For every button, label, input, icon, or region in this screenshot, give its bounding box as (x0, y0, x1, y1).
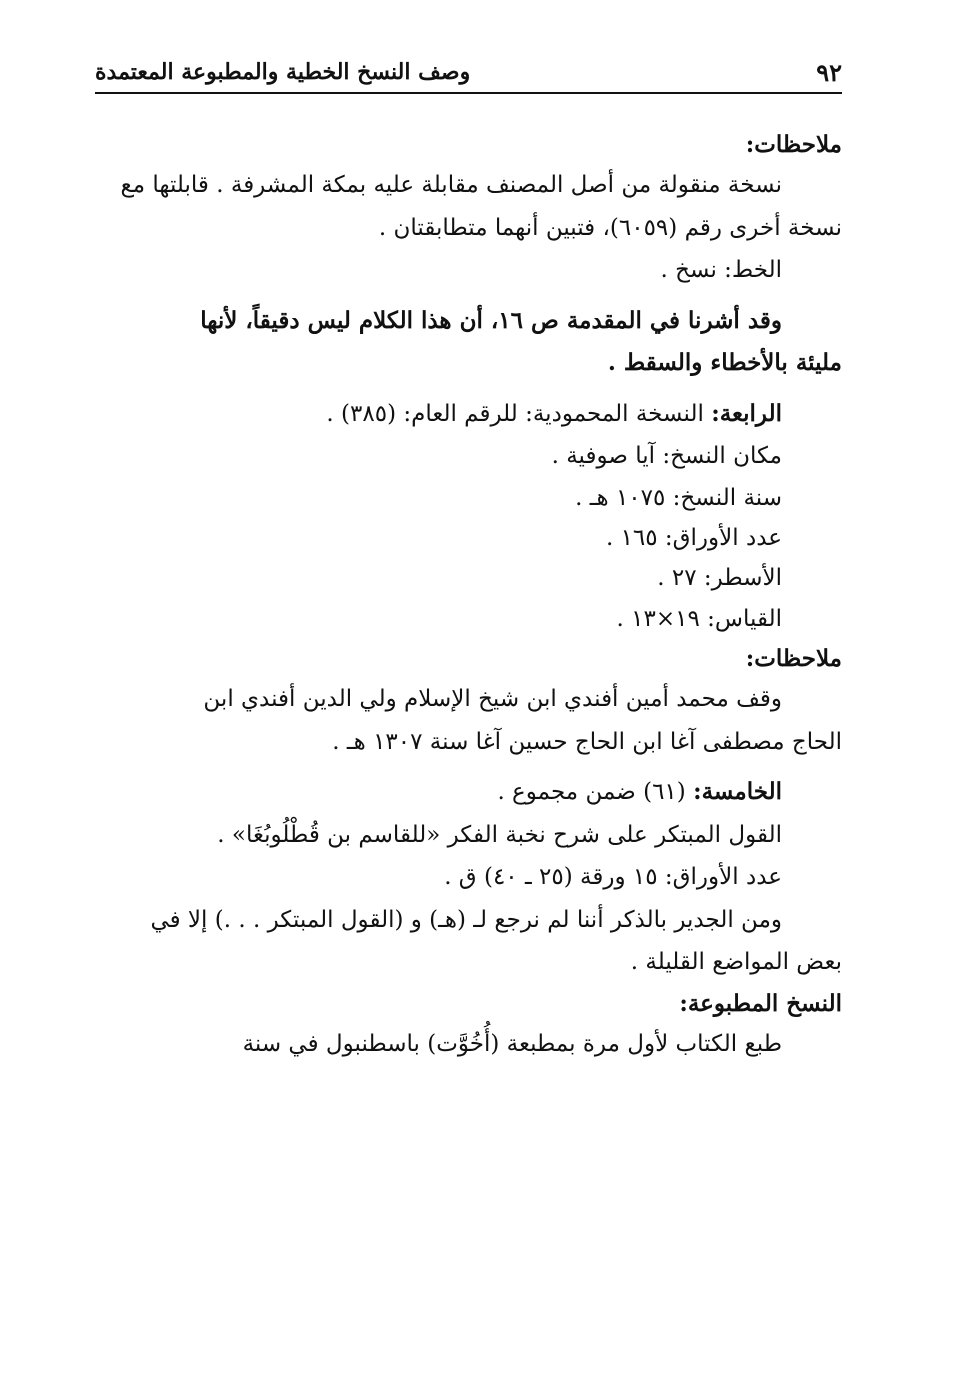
paragraph-line: بعض المواضع القليلة . (630, 949, 842, 976)
fifth-label: الخامسة: (693, 778, 782, 806)
paragraph-line: نسخة أخرى رقم (٦٠٥٩)، فتبين أنهما متطابقتان . (378, 214, 842, 241)
paragraph-line: ومن الجدير بالذكر أننا لم نرجع لـ (هـ) و (القول المبتكر . . .) إلا في (150, 906, 782, 933)
page-number: ٩٢ (816, 57, 842, 87)
notes-paragraph-3 (95, 678, 842, 763)
work-title-line: القول المبتكر على شرح نخبة الفكر «للقاسم بن قُطْلُوبُغَا» . (217, 821, 782, 848)
notes-heading-2: ملاحظات: (745, 644, 842, 672)
fourth-copy-line (95, 393, 782, 436)
running-title: وصف النسخ الخطية والمطبوعة المعتمدة (95, 59, 471, 85)
notes-paragraph-4 (95, 899, 842, 984)
paragraph-line: نسخة منقولة من أصل المصنف مقابلة عليه بمكة المشرفة . قابلتها مع (120, 172, 782, 199)
notes-paragraph-1 (95, 164, 842, 249)
paragraph-line: الحاج مصطفى آغا ابن الحاج حسين آغا سنة ١٣٠٧ هـ . (332, 728, 842, 755)
printed-copies-heading: النسخ المطبوعة: (679, 989, 842, 1017)
paragraph-line: وقد أشرنا في المقدمة ص ١٦، أن هذا الكلام ليس دقيقاً، لأنها (200, 306, 782, 334)
paragraph-line: وقف محمد أمين أفندي ابن شيخ الإسلام ولي الدين أفندي ابن (203, 686, 782, 713)
page-size: القياس: ١٩×١٣ . (616, 605, 782, 632)
fourth-label: الرابعة: (711, 399, 782, 427)
notes-heading-1: ملاحظات: (745, 131, 842, 158)
page-body (95, 125, 842, 1065)
copy-place: مكان النسخ: آيا صوفية . (551, 443, 782, 470)
page-header (95, 52, 842, 94)
line-count: الأسطر: ٢٧ . (657, 565, 782, 592)
fourth-text: النسخة المحمودية: للرقم العام: (٣٨٥) . (326, 400, 704, 427)
paragraph-line: مليئة بالأخطاء والسقط . (607, 349, 842, 377)
script-line: الخط: نسخ . (660, 257, 782, 284)
fifth-copy-line (95, 771, 782, 814)
leaf-count: عدد الأوراق: ١٦٥ . (605, 525, 782, 552)
fifth-leaf-count: عدد الأوراق: ١٥ ورقة (٢٥ ـ ٤٠) ق . (444, 864, 782, 891)
copy-year: سنة النسخ: ١٠٧٥ هـ . (575, 484, 782, 511)
notes-paragraph-2 (95, 300, 842, 385)
printed-paragraph: طبع الكتاب لأول مرة بمطبعة (أُخُوَّت) باسطنبول في سنة (242, 1030, 782, 1057)
fifth-text: (٦١) ضمن مجموع . (497, 779, 686, 806)
